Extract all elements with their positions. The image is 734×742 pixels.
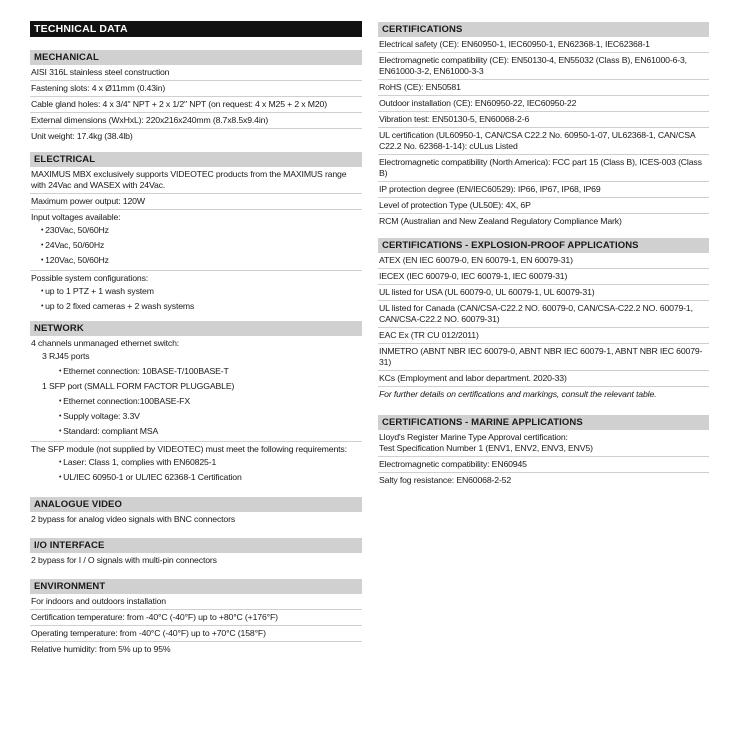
section-certifications (378, 22, 709, 229)
spec-row: AISI 316L stainless steel construction (30, 65, 362, 81)
list-item-text: Ethernet connection: 10BASE-T/100BASE-T (63, 366, 229, 376)
spec-row: RCM (Australian and New Zealand Regulatory Compliance Mark) (379, 216, 622, 226)
section-heading: CERTIFICATIONS - EXPLOSION-PROOF APPLICATIONS (378, 238, 709, 253)
list-item-text: UL/IEC 60950-1 or UL/IEC 62368-1 Certification (63, 472, 242, 482)
spec-row: Certification temperature: from -40°C (-40°F) up to +80°C (+176°F) (30, 610, 362, 626)
spec-sublabel: 1 SFP port (SMALL FORM FACTOR PLUGGABLE) (42, 381, 235, 391)
section-network (30, 321, 362, 487)
section-heading: MECHANICAL (30, 50, 362, 65)
section-heading: ANALOGUE VIDEO (30, 497, 362, 512)
list-item (31, 364, 362, 379)
list-item-text: Standard: compliant MSA (63, 426, 159, 436)
spec-row: 2 bypass for I / O signals with multi-pin connectors (31, 555, 217, 565)
list-item (31, 455, 362, 470)
spec-row: Unit weight: 17.4kg (38.4lb) (31, 131, 133, 141)
list-item (31, 470, 362, 485)
section-analogue-video (30, 497, 362, 527)
spec-label: The SFP module (not supplied by VIDEOTEC) must meet the following requirements: (31, 444, 347, 454)
section-heading: CERTIFICATIONS - MARINE APPLICATIONS (378, 415, 709, 430)
spec-label: 4 channels unmanaged ethernet switch: (31, 338, 180, 348)
spec-row: UL listed for Canada (CAN/CSA-C22.2 NO. 60079-0, CAN/CSA-C22.2 NO. 60079-1, CAN/CSA-C22.2 NO. 60079-31) (378, 301, 709, 328)
spec-row-group (30, 442, 362, 487)
spec-row: Fastening slots: 4 x Ø11mm (0.43in) (30, 81, 362, 97)
spec-row: Cable gland holes: 4 x 3/4" NPT + 2 x 1/2" NPT (on request: 4 x M25 + 2 x M20) (30, 97, 362, 113)
list-item-text: up to 2 fixed cameras + 2 wash systems (45, 301, 195, 311)
spec-line: Test Specification Number 1 (ENV1, ENV2, ENV3, ENV5) (379, 443, 593, 453)
spec-row: KCs (Employment and labor department. 2020-33) (378, 371, 709, 387)
spec-row: UL listed for USA (UL 60079-0, UL 60079-1, UL 60079-31) (378, 285, 709, 301)
section-heading: CERTIFICATIONS (378, 22, 709, 37)
spec-row: Relative humidity: from 5% up to 95% (31, 644, 171, 654)
spec-row: IP protection degree (EN/IEC60529): IP66, IP67, IP68, IP69 (378, 182, 709, 198)
certification-note: For further details on certifications and markings, consult the relevant table. (379, 389, 657, 399)
list-item (31, 223, 362, 238)
spec-row: Level of protection Type (UL50E): 4X, 6P (378, 198, 709, 214)
spec-row-group (30, 271, 362, 316)
list-item (31, 424, 362, 439)
spec-row: IECEX (IEC 60079-0, IEC 60079-1, IEC 60079-31) (378, 269, 709, 285)
section-heading: NETWORK (30, 321, 362, 336)
spec-row: Salty fog resistance: EN60068-2-52 (379, 475, 512, 485)
section-heading: ENVIRONMENT (30, 579, 362, 594)
list-item-text: Supply voltage: 3.3V (63, 411, 140, 421)
list-item (31, 253, 362, 268)
spec-label: Possible system configurations: (31, 273, 149, 283)
page-title: TECHNICAL DATA (30, 21, 362, 37)
spec-row: Electromagnetic compatibility (CE): EN50130-4, EN55032 (Class B), EN61000-6-3, EN61000-3-2, EN61000-3-3 (378, 53, 709, 80)
spec-row: For indoors and outdoors installation (30, 594, 362, 610)
spec-row-group (30, 336, 362, 442)
spec-row: MAXIMUS MBX exclusively supports VIDEOTEC products from the MAXIMUS range with 24Vac and WASEX with 24Vac. (30, 167, 362, 194)
spec-row: External dimensions (WxHxL): 220x216x240mm (8.7x8.5x9.4in) (30, 113, 362, 129)
spec-row-group (30, 210, 362, 271)
section-heading: ELECTRICAL (30, 152, 362, 167)
spec-row-group (378, 430, 709, 457)
list-item (31, 409, 362, 424)
list-item (31, 238, 362, 253)
spec-row: EAC Ex (TR CU 012/2011) (378, 328, 709, 344)
list-item-text: 24Vac, 50/60Hz (45, 240, 105, 250)
spec-row: Electrical safety (CE): EN60950-1, IEC60950-1, EN62368-1, IEC62368-1 (378, 37, 709, 53)
list-item (31, 284, 362, 299)
left-column (30, 0, 362, 657)
spec-row: Electromagnetic compatibility (North America): FCC part 15 (Class B), ICES-003 (Class B) (378, 155, 709, 182)
spec-row: Vibration test: EN50130-5, EN60068-2-6 (378, 112, 709, 128)
list-item (31, 299, 362, 314)
spec-row: Outdoor installation (CE): EN60950-22, IEC60950-22 (378, 96, 709, 112)
spec-row: INMETRO (ABNT NBR IEC 60079-0, ABNT NBR IEC 60079-1, ABNT NBR IEC 60079-31) (378, 344, 709, 371)
list-item-text: 230Vac, 50/60Hz (45, 225, 109, 235)
section-mechanical (30, 50, 362, 144)
section-marine (378, 415, 709, 488)
spec-row: Operating temperature: from -40°C (-40°F) up to +70°C (158°F) (30, 626, 362, 642)
spec-row: Electromagnetic compatibility: EN60945 (378, 457, 709, 473)
spec-line: Lloyd's Register Marine Type Approval certification: (379, 432, 568, 442)
right-column (378, 0, 709, 488)
spec-row: UL certification (UL60950-1, CAN/CSA C22.2 No. 60950-1-07, UL62368-1, CAN/CSA C22.2 No. 62368-1-14): cULus Listed (378, 128, 709, 155)
list-item (31, 394, 362, 409)
list-item-text: up to 1 PTZ + 1 wash system (45, 286, 154, 296)
spec-sublabel: 3 RJ45 ports (42, 351, 90, 361)
spec-label: Input voltages available: (31, 212, 121, 222)
section-explosion-proof (378, 238, 709, 402)
list-item-text: Laser: Class 1, complies with EN60825-1 (63, 457, 217, 467)
spec-row: 2 bypass for analog video signals with BNC connectors (31, 514, 236, 524)
spec-row: RoHS (CE): EN50581 (378, 80, 709, 96)
section-electrical (30, 152, 362, 316)
list-item-text: Ethernet connection:100BASE-FX (63, 396, 190, 406)
section-environment (30, 579, 362, 657)
section-io-interface (30, 538, 362, 568)
spec-row: ATEX (EN IEC 60079-0, EN 60079-1, EN 60079-31) (378, 253, 709, 269)
spec-row: Maximum power output: 120W (30, 194, 362, 210)
list-item-text: 120Vac, 50/60Hz (45, 255, 109, 265)
section-heading: I/O INTERFACE (30, 538, 362, 553)
